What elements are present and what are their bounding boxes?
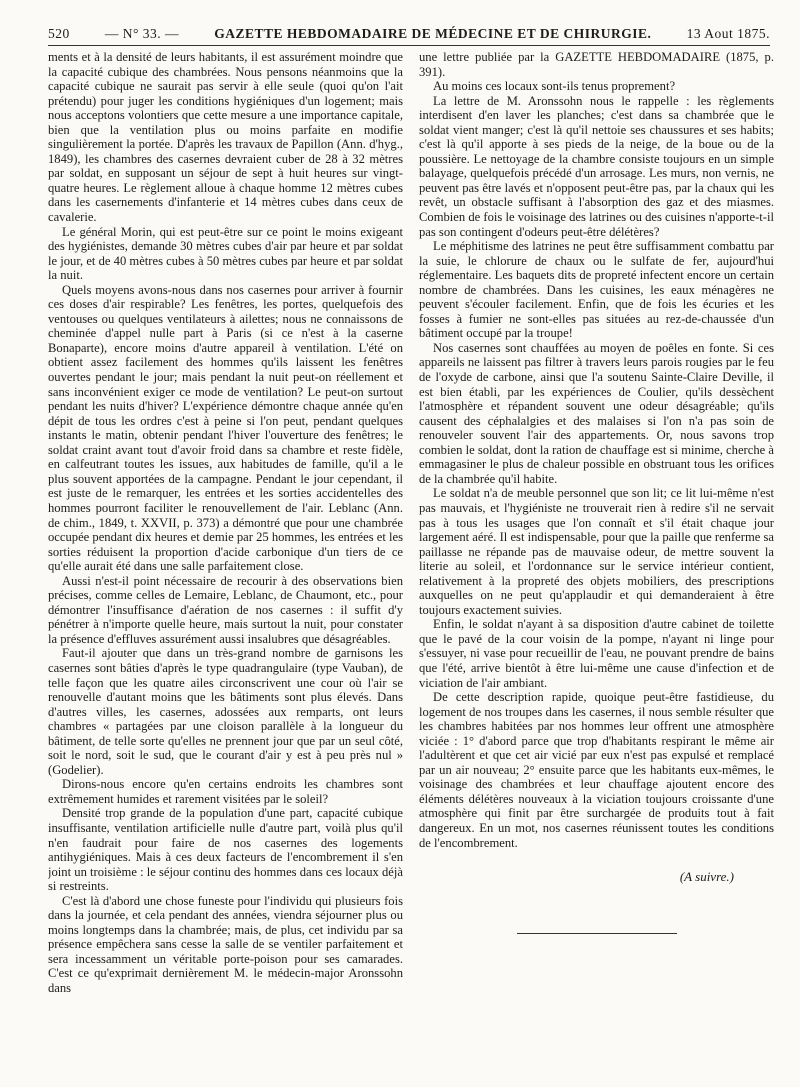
paragraph: Le général Morin, qui est peut-être sur ce point le moins exigeant des hygiénistes, demande 30 mètres cubes d'air par heure et par soldat le jour, et de 40 mètres cubes à 50 mètres cubes par heure et par soldat la nuit. [48,224,403,283]
paragraph: Au moins ces locaux sont-ils tenus proprement? [433,79,676,94]
paragraph: Aussi n'est-il point nécessaire de recourir à des observations bien précises, comme celles de Lemaire, Leblanc, de Chaumont, etc., pour démontrer l'insuffisance d'aération de nos casernes : il suffit d'y pénétrer à n'importe quelle heure, mais surtout la nuit, pour constater la présence d'effluves assurément aussi insalubres que désagréables. [48,573,403,646]
paragraph: Le méphitisme des latrines ne peut être suffisamment combattu par la suie, le chlorure de chaux ou le sulfate de fer, aujourd'hui réglementaire. Les baquets dits de propreté infectent encore un certain nombre de chambrées. Dans les cuisines, les eaux ménagères ne peuvent s'écouler facilement. Enfin, que de fois les écuries et les fosses à fumier ne sont-elles pas situées au rez-de-chaussée d'un bâtiment occupé par la troupe! [419,239,774,341]
paragraph: C'est là d'abord une chose funeste pour l'individu qui plusieurs fois dans la journée, et cela pendant des années, viendra séjourner plus ou moins longtemps dans la chambrée; mais, de plus, cet individu par sa présence empêchera sans cesse la salle de se ventiler parfaitement et sera incessamment un véritable porte-poison pour ses camarades. C'est ce qu'exprimait dernièrement M. le médecin-major Aronssohn dans [48,893,403,995]
issue-date: 13 Aout 1875. [686,26,770,41]
paragraph: De cette description rapide, quoique peut-être fastidieuse, du logement de nos troupes dans les casernes, il nous semble résulter que les chambres habitées par nos hommes leur offrent une atmosphère viciée : 1° d'abord parce que trop d'habitants respirant le même air l'adultèrent et que cet air vicié par eux n'est pas expulsé et remplacé par un air nouveau; 2° ensuite parce que les habitants eux-mêmes, le voisinage des chambrées et leur chauffage ajoutent encore des éléments délétères nouveaux à la viciation toujours croissante d'une atmosphère qui finit par être surchargée de produits tout à fait dangereux. En un mot, nos casernes réunissent toutes les conditions de l'encombrement. [419,690,774,850]
left-column [48,50,403,1081]
paragraph: ments et à la densité de leurs habitants, il est assurément moindre que la capacité cubique des chambrées. Nous pensons néanmoins que la capacité cubique ne saurait pas servir à elle seule (quoi qu'on l'ait prétendu) pour juger les conditions hygiéniques d'un logement; mais nous acceptons volontiers que cette mesure a une importance capitale, bien que la ventilation plus ou moins parfaite en modifie singulièrement la portée. D'après les travaux de Papillon (Ann. d'hyg., 1849), les chambres des casernes devraient cuber de 28 à 32 mètres par soldat, en supposant un séjour de sept à huit heures sur vingt-quatre heures. Le règlement alloue à chaque homme 12 mètres cubes dans les casernements d'infanterie et 14 mètres cubes dans ceux de cavalerie. [48,50,403,225]
to-be-continued-note: (A suivre.) [679,869,734,885]
issue-number: — N° 33. — [104,26,180,41]
article-body [48,50,774,1081]
journal-title: GAZETTE HEBDOMADAIRE DE MÉDECINE ET DE CHIRURGIE. [214,26,652,41]
paragraph: Nos casernes sont chauffées au moyen de poêles en fonte. Si ces appareils ne laissent pas filtrer à travers leurs parois rougies par le feu de l'oxyde de carbone, ainsi que l'a soutenu Sainte-Claire Deville, il est bien établi, par les expériences de Coulier, qu'ils dessèchent l'atmosphère et répandent souvent une odeur désagréable; qu'ils causent des céphalalgies et des malaises si l'on n'a pas soin de renouveler souvent l'air des appartements. Or, nous savons trop combien le soldat, dont la ration de chauffage est si minime, cherche à emmagasiner le plus de chaleur possible en obstruant tous les orifices de la chambrée qu'il habite. [419,340,774,486]
paragraph: La lettre de M. Aronssohn nous le rappelle : les règlements interdisent d'en laver les planches; c'est dans sa chambrée que le soldat vient manger; c'est là qu'il nettoie ses chaussures et ses habits; c'est là qu'il apporte à ses pieds de la neige, de la boue ou de la poussière. Le nettoyage de la chambre consiste toujours en un simple balayage, quelquefois précédé d'un arrosage. Les murs, non vernis, ne peuvent pas être lavés et n'opposent peut-être pas, par la chaux qui les revêt, un obstacle suffisant à l'absorption des gaz et des miasmes. Combien de fois le voisinage des latrines ou des cuisines n'apporte-t-il pas son contingent d'odeurs peut-être délétères? [419,93,774,239]
paragraph: une lettre publiée par la GAZETTE HEBDOMADAIRE (1875, p. 391). [419,50,774,79]
right-column [419,50,774,1081]
page-number: 520 [48,26,70,41]
paragraph: Densité trop grande de la population d'une part, capacité cubique insuffisante, ventilation artificielle nulle d'autre part, voilà plus qu'il n'en faudrait pour faire de nos casernes des logements antihygiéniques. Mais à ces deux facteurs de l'encombrement il s'en joint un troisième : le séjour continu des hommes dans ces locaux déjà si restreints. [48,806,403,894]
paragraph: Faut-il ajouter que dans un très-grand nombre de garnisons les casernes sont bâties d'après le type quadrangulaire (type Vauban), de telle façon que les quatre ailes circonscrivent une cour où l'air se renouvelle d'autant moins que les bâtiments sont plus élevés. Dans d'autres villes, les casernes, adossées aux remparts, ont leurs chambres « partagées par une cloison parallèle à la longueur du bâtiment, de telle sorte qu'elles ne prennent jour que par un seul côté, soit le nord, soit le sud, que le courant d'air y est à peu près nul » (Godelier). [48,646,403,777]
paragraph: Dirons-nous encore qu'en certains endroits les chambres sont extrêmement humides et rarement visitées par le soleil? [48,777,403,806]
running-header [48,18,770,46]
paragraph: Enfin, le soldat n'ayant à sa disposition d'autre cabinet de toilette que le pavé de la cour voisin de la pompe, n'ayant ni linge pour s'essuyer, ni vase pour recueillir de l'eau, ne pouvant prendre de bains que l'été, arrive bientôt à être lui-même une cause d'infection et de viciation de l'air ambiant. [419,617,774,690]
section-divider [517,933,677,934]
paragraph: Quels moyens avons-nous dans nos casernes pour arriver à fournir ces doses d'air respirable? Les fenêtres, les portes, quelquefois des ventouses ou quelques ventilateurs à ailettes; nous ne connaissons de cheminée d'appel nulle part à Paris (si ce n'est à la caserne Bonaparte), encore moins d'autre appareil à ventilation. L'été on obtient assez facilement des hommes qu'ils laissent les fenêtres ouvertes pendant le jour; mais pendant la nuit peut-on réellement et sans inconvénient exiger ce mode de ventilation? Le peut-on surtout pendant les nuits d'hiver? L'expérience démontre chaque année qu'en dépit de tous les ordres c'est à peine si l'on peut, pendant quelques instants le matin, obtenir pendant l'hiver l'ouverture des fenêtres; le soldat craint avant tout d'avoir froid dans sa chambre et reste fidèle, en calfeutrant toutes les issues, aux habitudes de famille, qu'il a le plus souvent apportées de la campagne. Pendant le jour cependant, il est juste de le remarquer, les entrées et les sorties accidentelles des hommes pourront faciliter le renouvellement de l'air. Leblanc (Ann. de chim., 1849, t. XXVII, p. 373) a démontré que pour une chambrée occupée pendant dix heures et demie par 25 hommes, les entrées et les sorties réduisent la proportion d'acide carbonique d'un tiers de ce qu'elle aurait été dans une salle parfaitement close. [48,282,403,574]
paragraph: Le soldat n'a de meuble personnel que son lit; ce lit lui-même n'est pas mauvais, et l'hygiéniste ne trouverait rien à redire s'il ne servait pas à tous les usages que l'on connaît et s'il était chaque jour largement aéré. Il est indispensable, pour que la paille que renferme sa paillasse ne répande pas de mauvaise odeur, de mettre souvent la literie au soleil, et l'ordonnance sur le service intérieur contient, relativement à la propreté des objets mobiliers, des prescriptions auxquelles on ne peut qu'applaudir et qui demanderaient à être toujours exactement suivies. [419,486,774,617]
